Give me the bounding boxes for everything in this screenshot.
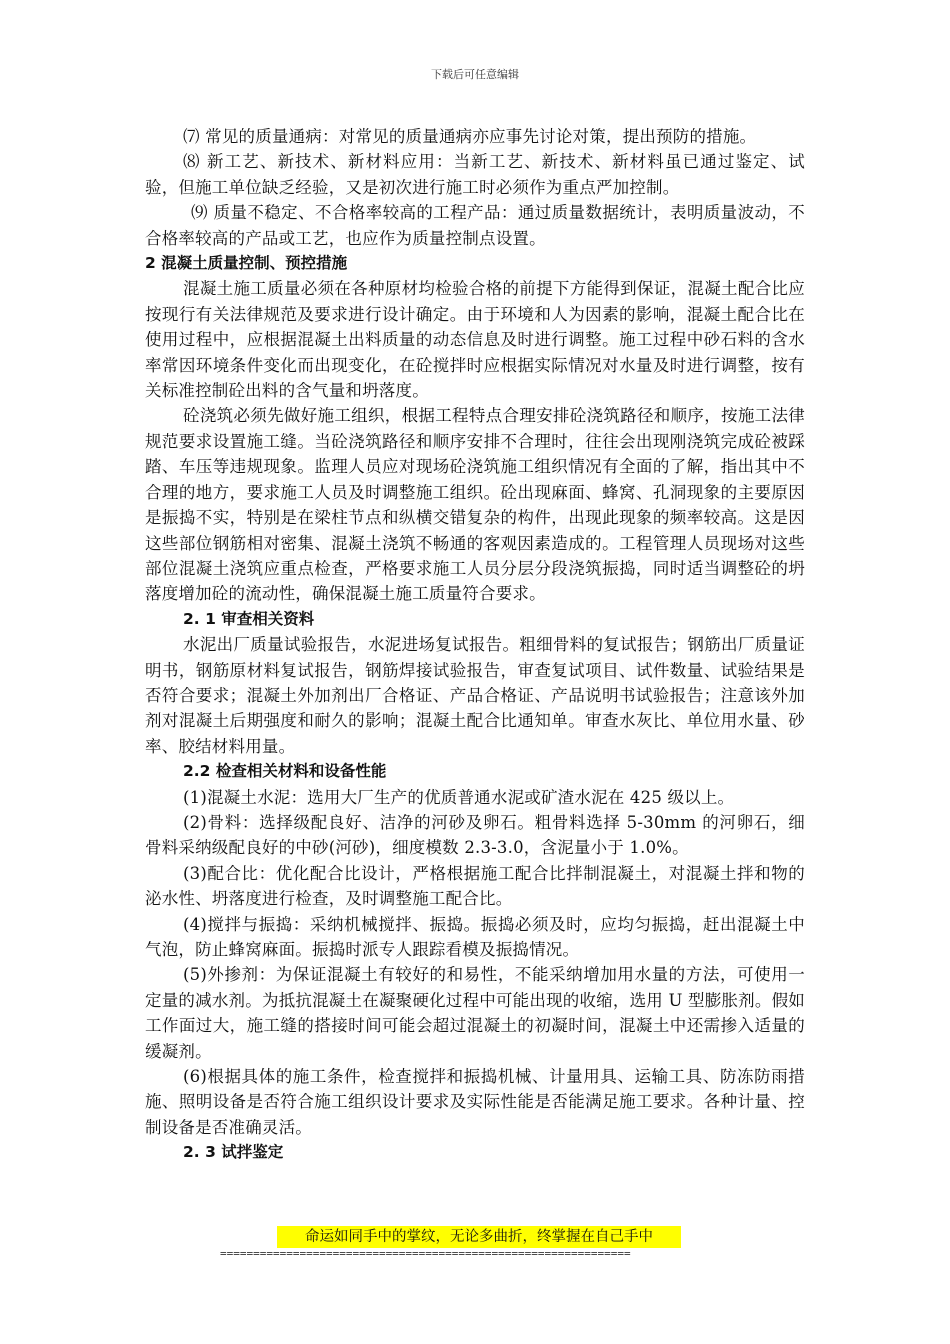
footer-divider: ============================================================== [220, 1247, 631, 1260]
list-item: (2)骨料：选择级配良好、洁净的河砂及卵石。粗骨料选择 5-30mm 的河卵石，细骨料采纳级配良好的中砂(河砂)，细度模数 2.3-3.0，含泥量小于 1.0%。 [145, 812, 805, 858]
list-item: (6)根据具体的施工条件，检查搅拌和振捣机械、计量用具、运输工具、防冻防雨措施、照明设备是否符合施工组织设计要求及实际性能是否能满足施工要求。各种计量、控制设备是否准确灵活。 [145, 1067, 805, 1137]
page-header: 下载后可任意编辑 [431, 68, 519, 81]
list-item: (3)配合比：优化配合比设计，严格根据施工配合比拌制混凝土，对混凝土拌和物的泌水性、坍落度进行检查，及时调整施工配合比。 [145, 863, 805, 909]
list-item: (4)搅拌与振捣：采纳机械搅拌、振捣。振捣必须及时，应均匀振捣，赶出混凝土中气泡，防止蜂窝麻面。振捣时派专人跟踪看模及振捣情况。 [145, 914, 805, 959]
paragraph-9: ⑼ 质量不稳定、不合格率较高的工程产品：通过质量数据统计，表明质量波动，不合格率较高的产品或工艺，也应作为质量控制点设置。 [145, 203, 805, 248]
section-2-heading: 2 混凝土质量控制、预控措施 [145, 254, 348, 273]
section-2-2-heading: 2.2 检查相关材料和设备性能 [183, 762, 387, 781]
paragraph-7: ⑺ 常见的质量通病：对常见的质量通病亦应事先讨论对策，提出预防的措施。 [183, 127, 757, 146]
section-2-paragraph-1: 混凝土施工质量必须在各种原材均检验合格的前提下方能得到保证，混凝土配合比应按现行有关法律规范及要求进行设计确定。由于环境和人为因素的影响，混凝土配合比在使用过程中，应根据混凝土出料质量的动态信息及时进行调整。施工过程中砂石料的含水率常因环境条件变化而出现变化，在砼搅拌时应根据实际情况对水量及时进行调整，按有关标准控制砼出料的含气量和坍落度。 [145, 279, 805, 401]
list-item: (5)外掺剂：为保证混凝土有较好的和易性，不能采纳增加用水量的方法，可使用一定量的减水剂。为抵抗混凝土在凝聚硬化过程中可能出现的收缩，选用 U 型膨胀剂。假如工作面过大，施工缝的搭接时间可能会超过混凝土的初凝时间，混凝土中还需掺入适量的缓凝剂。 [145, 965, 805, 1061]
paragraph-8: ⑻ 新工艺、新技术、新材料应用：当新工艺、新技术、新材料虽已通过鉴定、试验，但施工单位缺乏经验，又是初次进行施工时必须作为重点严加控制。 [145, 152, 805, 197]
section-2-1-heading: 2. 1 审查相关资料 [183, 609, 315, 628]
section-2-1-paragraph: 水泥出厂质量试验报告，水泥进场复试报告。粗细骨料的复试报告；钢筋出厂质量证明书，钢筋原材料复试报告，钢筋焊接试验报告，审查复试项目、试件数量、试验结果是否符合要求；混凝土外加剂出厂合格证、产品合格证、产品说明书试验报告；注意该外加剂对混凝土后期强度和耐久的影响；混凝土配合比通知单。审查水灰比、单位用水量、砂率、胶结材料用量。 [145, 635, 805, 756]
list-item: (1)混凝土水泥：选用大厂生产的优质普通水泥或矿渣水泥在 425 级以上。 [183, 787, 735, 807]
section-2-paragraph-2: 砼浇筑必须先做好施工组织，根据工程特点合理安排砼浇筑路径和顺序，按施工法律规范要求设置施工缝。当砼浇筑路径和顺序安排不合理时，往往会出现刚浇筑完成砼被踩踏、车压等违规现象。监理人员应对现场砼浇筑施工组织情况有全面的了解，指出其中不合理的地方，要求施工人员及时调整施工组织。砼出现麻面、蜂窝、孔洞现象的主要原因是振捣不实，特别是在梁柱节点和纵横交错复杂的构件，出现此现象的频率较高。这是因这些部位钢筋相对密集、混凝土浇筑不畅通的客观因素造成的。工程管理人员现场对这些部位混凝土浇筑应重点检查，严格要求施工人员分层分段浇筑振捣，同时适当调整砼的坍落度增加砼的流动性，确保混凝土施工质量符合要求。 [145, 406, 805, 604]
footer-quote: 命运如同手中的掌纹，无论多曲折，终掌握在自己手中 [277, 1226, 681, 1248]
section-2-3-heading: 2. 3 试拌鉴定 [183, 1143, 284, 1162]
document-body [145, 124, 805, 1166]
